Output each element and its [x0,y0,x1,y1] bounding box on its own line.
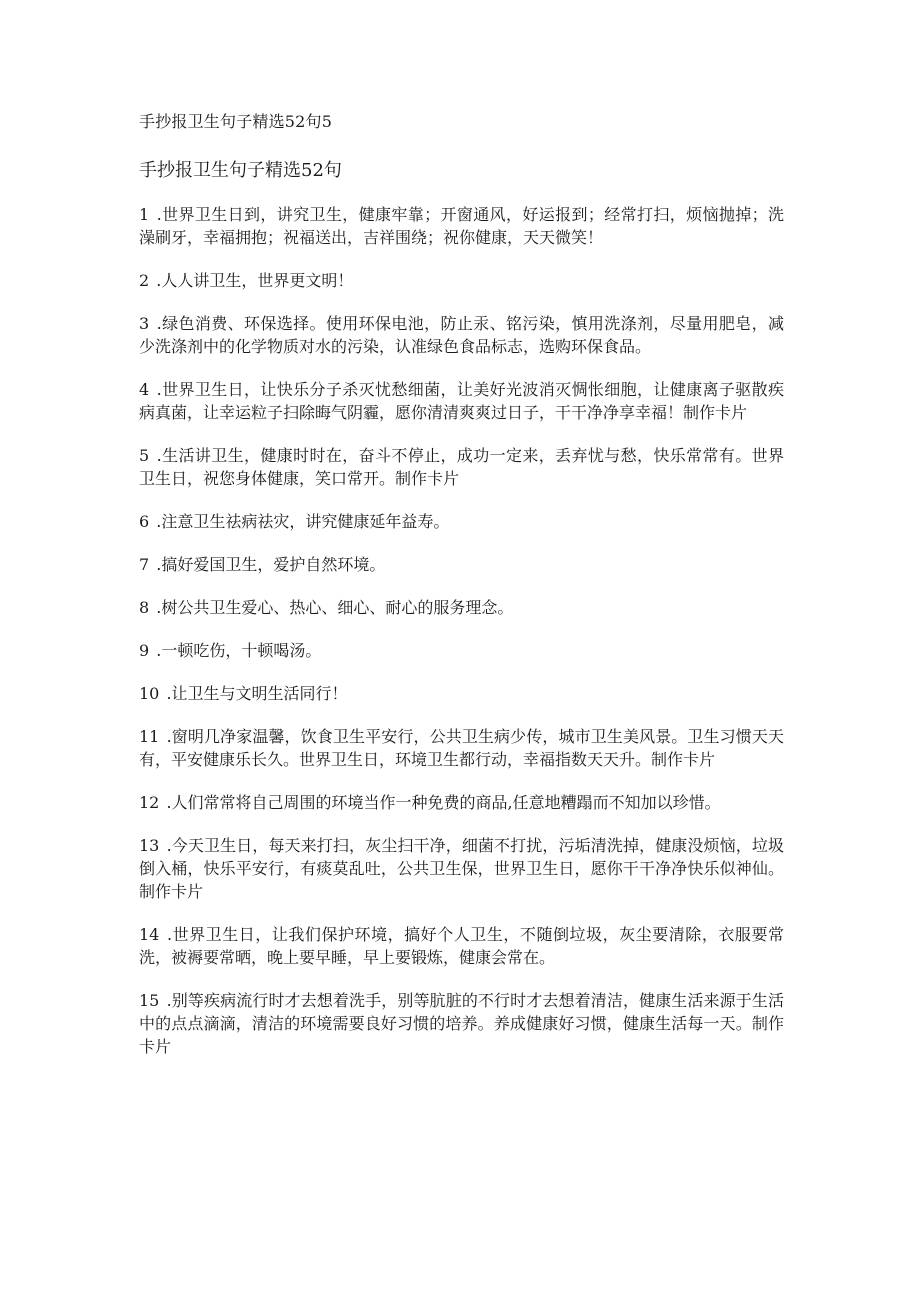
item-number: 11 [139,727,160,746]
list-item [139,682,784,705]
list-item [139,312,784,358]
list-item [139,834,784,903]
list-item [139,378,784,424]
list-item [139,791,784,814]
item-number: 15 [139,991,160,1010]
item-text: .人们常常将自己周围的环境当作一种免费的商品,任意地糟蹋而不知加以珍惜。 [166,793,721,812]
item-number: 10 [139,684,160,703]
list-item [139,444,784,490]
item-text: .让卫生与文明生活同行！ [166,684,348,703]
list-item [139,269,784,292]
item-number: 8 [139,598,150,617]
item-text: .人人讲卫生，世界更文明！ [156,271,354,290]
item-text: .树公共卫生爱心、热心、细心、耐心的服务理念。 [156,598,514,617]
item-number: 13 [139,836,160,855]
list-item [139,553,784,576]
item-number: 9 [139,641,150,660]
item-text: .注意卫生祛病祛灾，讲究健康延年益寿。 [156,512,450,531]
list-item [139,725,784,771]
item-text: .世界卫生日到，讲究卫生，健康牢靠；开窗通风，好运报到；经常打扫，烦恼抛掉；洗澡刷牙，幸福拥抱；祝福送出，吉祥围绕；祝你健康，天天微笑！ [139,205,784,247]
list-item [139,510,784,533]
item-text: .搞好爱国卫生，爱护自然环境。 [156,555,386,574]
item-text: .世界卫生日，让我们保护环境，搞好个人卫生，不随倒垃圾，灰尘要清除，衣服要常洗，被褥要常晒，晚上要早睡，早上要锻炼，健康会常在。 [139,925,784,967]
item-number: 1 [139,205,150,224]
item-text: .别等疾病流行时才去想着洗手，别等肮脏的不行时才去想着清洁，健康生活来源于生活中的点点滴滴，清洁的环境需要良好习惯的培养。养成健康好习惯，健康生活每一天。制作卡片 [139,991,784,1056]
item-number: 4 [139,380,150,399]
item-number: 5 [139,446,150,465]
item-number: 12 [139,793,160,812]
header-title: 手抄报卫生句子精选52句5 [139,112,333,131]
list-item [139,639,784,662]
item-text: .生活讲卫生，健康时时在，奋斗不停止，成功一定来，丢弃忧与愁，快乐常常有。世界卫生日，祝您身体健康，笑口常开。制作卡片 [139,446,784,488]
list-item [139,203,784,249]
item-number: 3 [139,314,150,333]
list-item [139,989,784,1058]
document-title: 手抄报卫生句子精选52句 [139,160,342,181]
item-text: .世界卫生日，让快乐分子杀灭忧愁细菌，让美好光波消灭惆怅细胞，让健康离子驱散疾病真菌，让幸运粒子扫除晦气阴霾，愿你清清爽爽过日子，干干净净享幸福！制作卡片 [139,380,784,422]
item-text: .绿色消费、环保选择。使用环保电池，防止汞、铭污染，慎用洗涤剂，尽量用肥皂，减少洗涤剂中的化学物质对水的污染，认准绿色食品标志，选购环保食品。 [139,314,784,356]
item-number: 7 [139,555,150,574]
list-item [139,596,784,619]
item-number: 14 [139,925,160,944]
item-number: 6 [139,512,150,531]
sentence-list [139,203,784,1078]
item-text: .窗明几净家温馨，饮食卫生平安行，公共卫生病少传，城市卫生美风景。卫生习惯天天有，平安健康乐长久。世界卫生日，环境卫生都行动，幸福指数天天升。制作卡片 [139,727,784,769]
item-text: .今天卫生日，每天来打扫，灰尘扫干净，细菌不打扰，污垢清洗掉，健康没烦恼，垃圾倒入桶，快乐平安行，有痰莫乱吐，公共卫生保，世界卫生日，愿你干干净净快乐似神仙。制作卡片 [139,836,784,901]
item-number: 2 [139,271,150,290]
item-text: .一顿吃伤，十顿喝汤。 [156,641,322,660]
list-item [139,923,784,969]
